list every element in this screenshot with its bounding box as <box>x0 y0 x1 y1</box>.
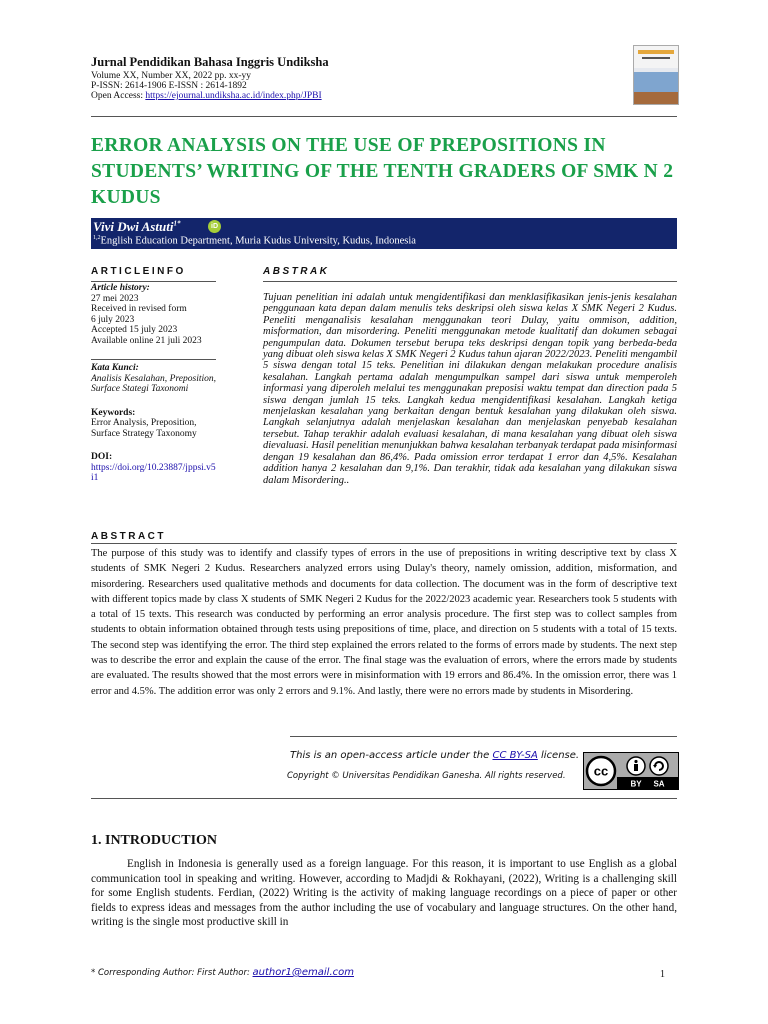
journal-open-access <box>91 91 322 101</box>
article-info-rule <box>91 281 216 282</box>
author-email-link[interactable]: author1@email.com <box>252 967 354 978</box>
author-bar <box>91 218 677 249</box>
history-date-3: 6 july 2023 <box>91 314 135 325</box>
author-name-line <box>93 219 180 235</box>
history-date-5: Available online 21 juli 2023 <box>91 335 202 346</box>
license-prefix: This is an open-access article under the <box>290 750 493 761</box>
author-name: Vivi Dwi Astuti <box>93 219 174 234</box>
history-date-2: Received in revised form <box>91 304 187 314</box>
license-line <box>290 750 579 761</box>
history-label: Article history: <box>91 283 150 293</box>
keywords-block <box>91 408 216 440</box>
keywords-label: Keywords: <box>91 407 136 418</box>
kata-kunci-label: Kata Kunci: <box>91 363 139 373</box>
affiliation-superscript: 1,2 <box>93 235 101 241</box>
kata-kunci-block <box>91 359 216 395</box>
article-info-column <box>91 283 216 484</box>
orcid-icon[interactable]: iD <box>208 220 221 233</box>
doi-link[interactable]: https://doi.org/10.23887/jppsi.v5i1 <box>91 462 216 483</box>
author-superscript: 1* <box>173 219 181 228</box>
abstract-text: The purpose of this study was to identify and classify types of errors in the use of prepositions in writing descriptive text by class X students of SMK Negeri 2 Kudus. Researchers analyzed errors using Dulay's theory, namely omission, addition, misformation, and misordering. Researchers used qualitative methods and documents for data collection. The document was in the form of descriptive text with different topics made by class X students of SMK Negeri 2 Kudus for the 2022/2023 academic year. Researchers took 5 students with a total of 15 texts. This research was conducted by performing an error analysis procedure. The first step was to collect samples from students to obtain information obtained through tests using prepositions of time, place, and direction on 5 students with a total of 15 texts. The second step was identifying the error. The third step explained the errors related to the forms of errors made by students. The next step was to describe the error and explain the cause of the error. The final stage was the evaluation of errors, where the errors made by students are evaluated. The results showed that the most errors were in misinformation with 19 errors and 86.4%. In the omission error, there was 1 error and 4.5%. The addition error was only 2 errors and 9.1%. And lastly, there were no errors made by students in Misordering. <box>91 548 677 697</box>
cc-badge-graphic <box>584 753 678 789</box>
article-info-heading: ARTICLEINFO <box>91 266 186 277</box>
sa-label: SA <box>653 779 665 789</box>
abstract-rule-bottom <box>290 736 677 737</box>
history-date-1: 27 mei 2023 <box>91 293 139 304</box>
abstrak-text: Tujuan penelitian ini adalah untuk mengidentifikasi dan menklasifikasikan jenis-jenis kesalahan penggunaan kata depan dalam menulis teks deskripsi oleh siswa kelas X SMK Negeri 2 Kudus. Peneliti menganalisis kesalahan menggunakan teori Dulay, yaitu ommison, addition, misformation, dan misordering. Peneliti menggunakan metode kualitatif dan dokumen sebagai pengumpulan data. Dokumen tersebut berupa teks deskripsi dengan topik yang berbeda-beda yang dibuat oleh siswa kelas X SMK Negeri 2 Kudus tahun ajaran 2022/2023. Peneliti mengambil 5 siswa dengan total 15 teks. Penelitian ini dilakukan dengan melakukan procedure analisis kesalahan. Langkah pertama adalah mengumpulkan sampel dari siswa untuk memperoleh informasi yang diperoleh melalui tes menggunakan preposisi waktu tempat dan direction pada 5 siswa dengan jumlah 15 teks. Langkah kedua mengidentifikasi kesalahan. Langkah ketiga menjelaskan kesalahan yang berkaitan dengan bentuk kesalahan yang dilakukan oleh siswa. Langkah selanjutnya adalah menjelaskan kesalahan dan menjelaskan penyebab kesalahan tersebut. Tahap terakhir adalah evaluasi kesalahan, di mana kesalahan yang dibuat oleh siswa dievaluasi. Hasil penelitian menunjukkan bahwa kesalahan terbanyak terdapat pada misinformasi dengan 19 kesalahan dan 86,4%. Pada omission error terdapat 1 error dan 4,5%. Kesalahan addition hanya 2 kesalahan dan 9,1%. Dan terakhir, tidak ada kesalahan yang dilakukan siswa dalam Misordering.. <box>263 292 677 486</box>
copyright-line: Copyright © Universitas Pendidikan Ganesha. All rights reserved. <box>287 771 566 781</box>
open-access-label: Open Access: <box>91 91 146 101</box>
introduction-heading: 1. INTRODUCTION <box>91 833 218 848</box>
journal-title: Jurnal Pendidikan Bahasa Inggris Undiksha <box>91 55 329 69</box>
journal-volume: Volume XX, Number XX, 2022 pp. xx-yy <box>91 71 251 81</box>
abstrak-rule <box>263 281 677 282</box>
footnote-text: * Corresponding Author: First Author: <box>91 968 253 978</box>
doi-label: DOI: <box>91 452 113 462</box>
journal-issn: P-ISSN: 2614-1906 E-ISSN : 2614-1892 <box>91 81 247 91</box>
by-label: BY <box>630 779 642 789</box>
paper-title: ERROR ANALYSIS ON THE USE OF PREPOSITIONS IN STUDENTS’ WRITING OF THE TENTH GRADERS OF SMK N 2 KUDUS <box>91 135 674 208</box>
introduction-text: English in Indonesia is generally used as a foreign language. For this reason, it is important to use English as a global communication tool in speaking and writing. However, according to Madjdi & Rokhayani, (2022), Writing is a challenging skill for some English students. Ferdian, (2022) Writing is the activity of making language recordings on a piece of paper or other fields to express ideas and messages from the author including the use of vocabulary and language structures. On the other hand, writing is the single most productive skill in <box>91 858 677 929</box>
abstract-rule-top <box>91 543 677 544</box>
cc-license-badge[interactable] <box>583 752 679 790</box>
journal-url-link[interactable]: https://ejournal.undiksha.ac.id/index.php/JPBI <box>145 91 322 101</box>
license-rule <box>91 798 677 799</box>
abstract-heading: ABSTRACT <box>91 531 166 542</box>
abstrak-heading: ABSTRAK <box>263 266 330 277</box>
journal-meta <box>91 71 322 101</box>
corresponding-author-note <box>91 967 354 978</box>
affiliation: English Education Department, Muria Kudus University, Kudus, Indonesia <box>100 235 416 247</box>
kata-kunci: Analisis Kesalahan, Preposition, Surface Stategi Taxonomi <box>91 373 216 394</box>
journal-cover-image <box>633 45 679 105</box>
cc-icon: cc <box>593 763 609 779</box>
history-date-4: Accepted 15 july 2023 <box>91 325 178 335</box>
license-suffix: license. <box>537 750 580 761</box>
keywords: Error Analysis, Preposition, Surface Strategy Taxonomy <box>91 418 197 439</box>
cc-by-sa-link[interactable]: CC BY-SA <box>492 750 538 761</box>
page-number: 1 <box>660 969 665 980</box>
affiliation-line <box>93 235 416 247</box>
header-divider <box>91 116 677 117</box>
doi-block <box>91 452 216 484</box>
